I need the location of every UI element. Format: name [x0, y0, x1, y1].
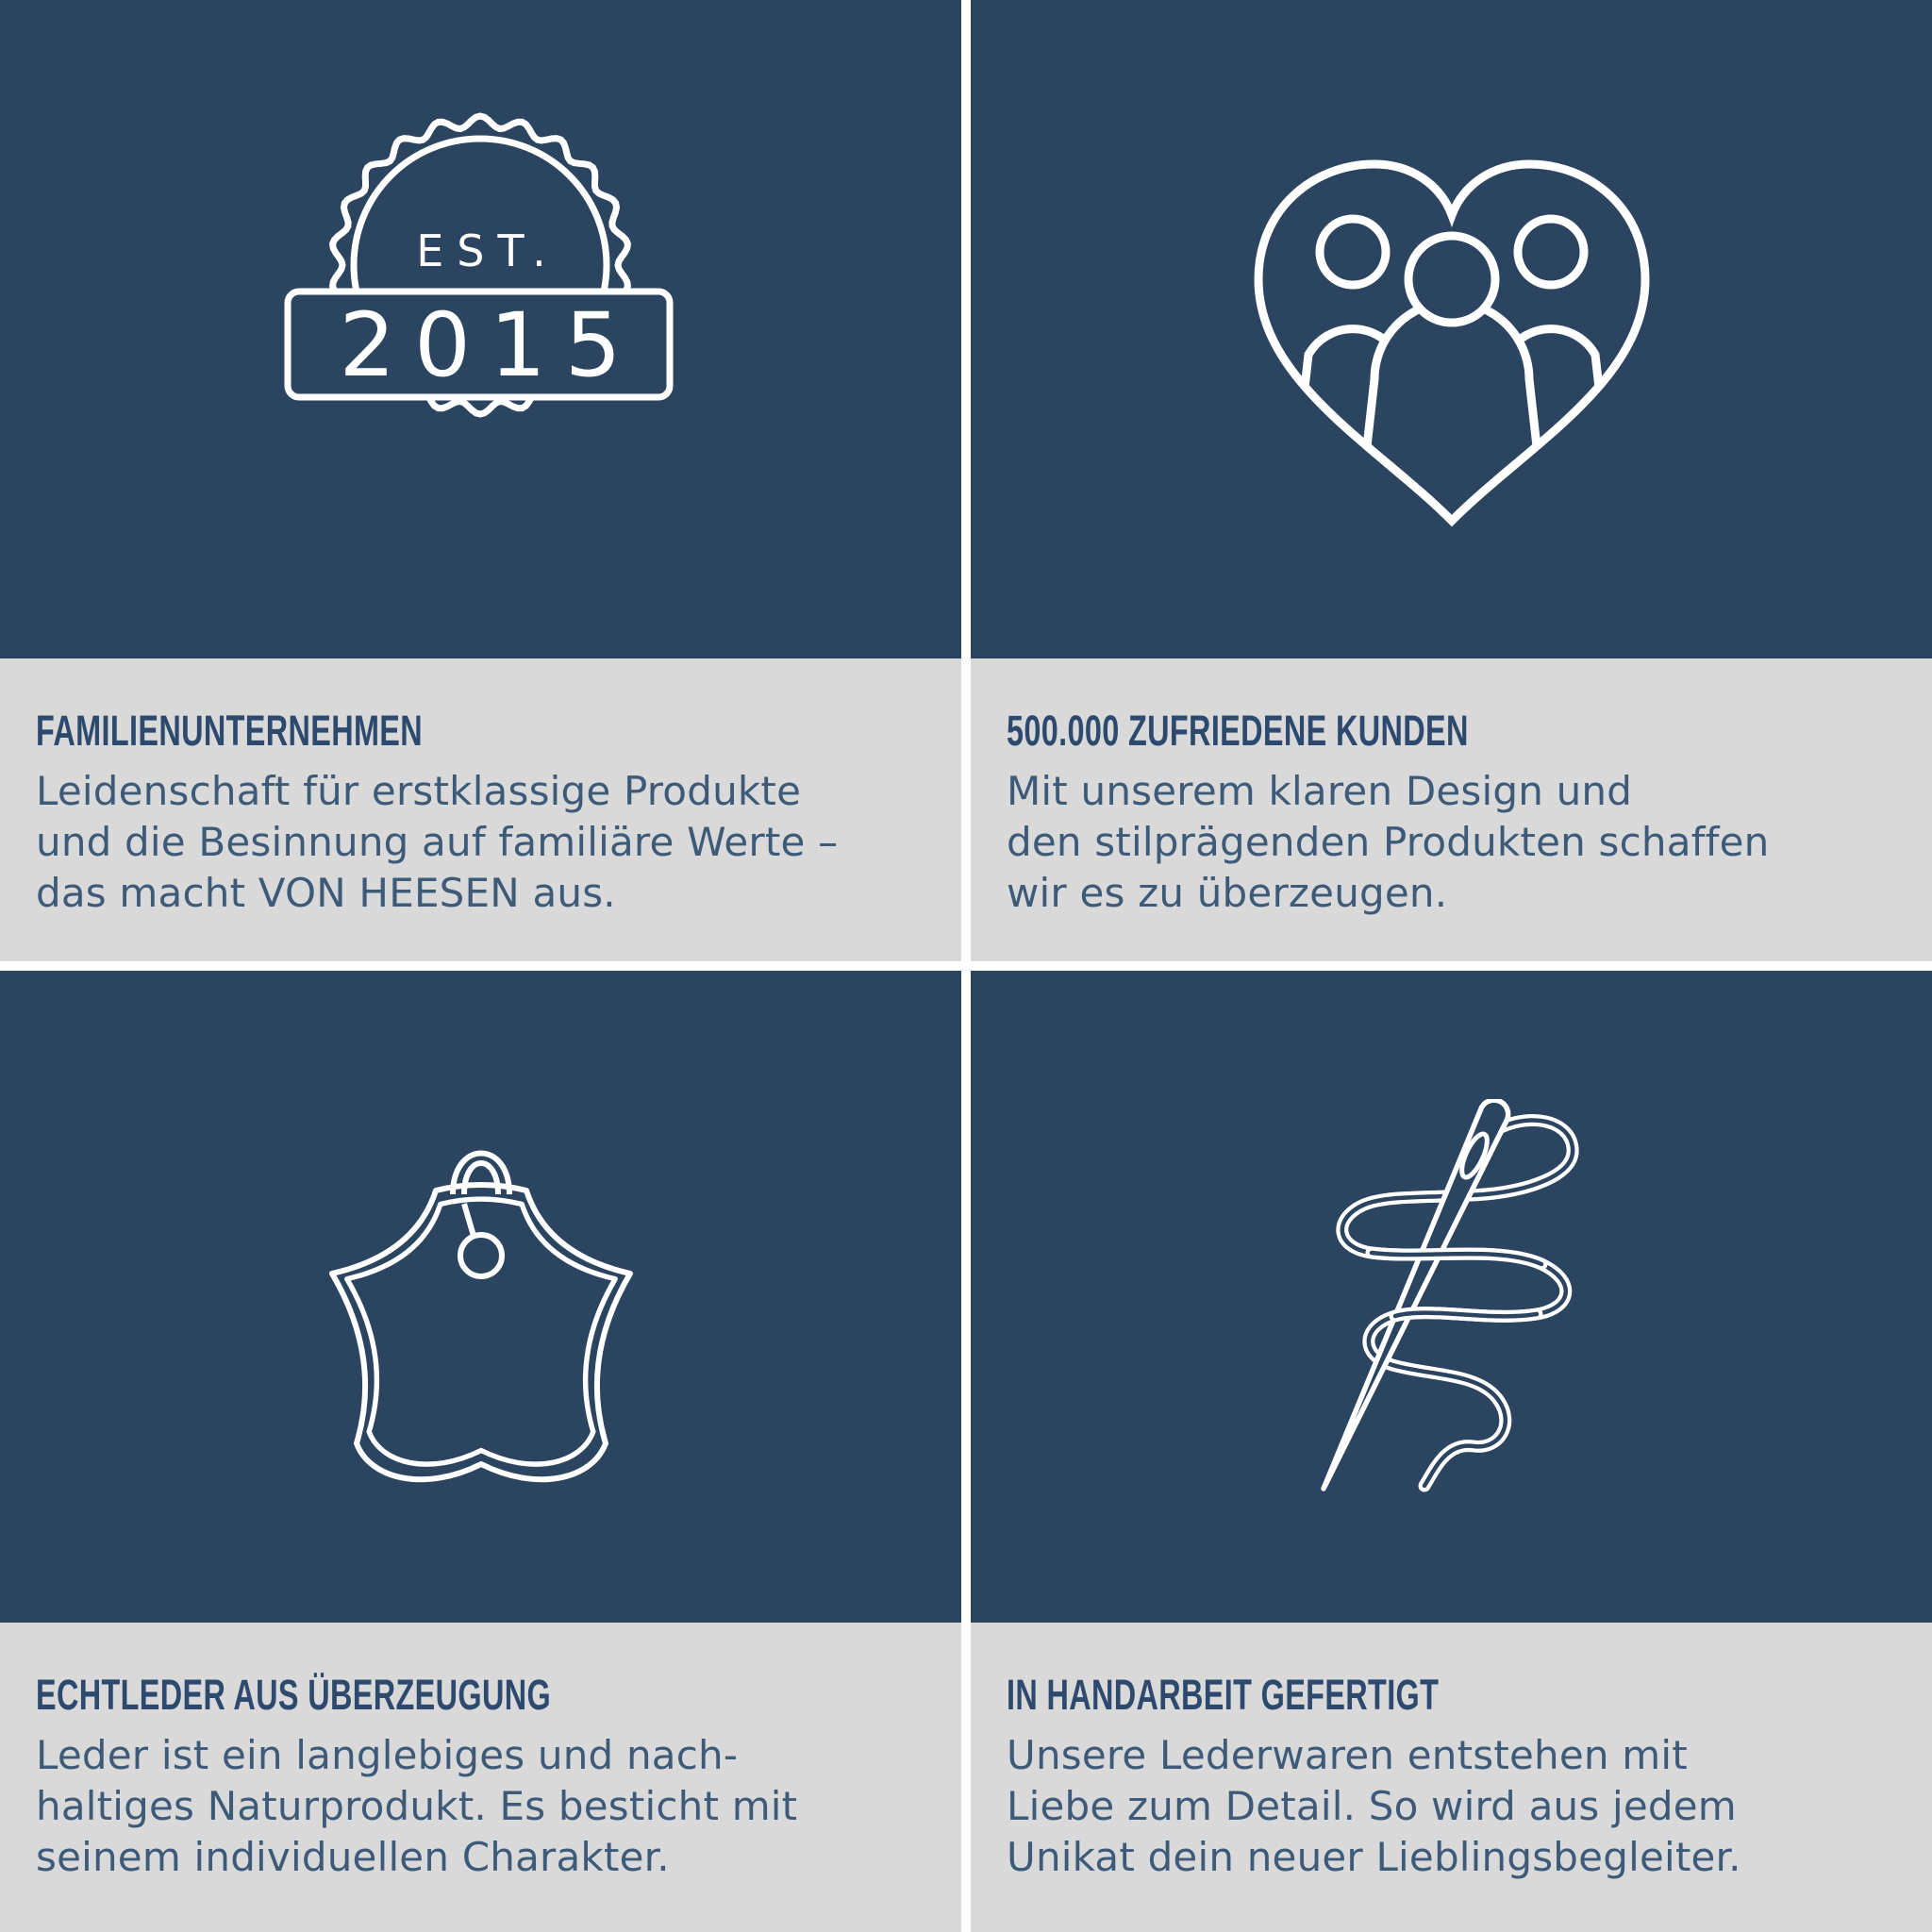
body-line: Liebe zum Detail. So wird aus jedem	[1007, 1783, 1737, 1829]
body-line: und die Besinnung auf familiäre Werte –	[36, 819, 839, 865]
panel-family-body	[36, 766, 939, 919]
panel-leather-text	[0, 1623, 961, 1932]
panel-handmade-text	[971, 1623, 1932, 1932]
body-line: Unsere Lederwaren entstehen mit	[1007, 1732, 1688, 1778]
panel-customers-body	[1007, 766, 1909, 919]
panel-family-text	[0, 658, 961, 961]
leather-hide-icon	[311, 1132, 651, 1509]
panel-customers	[971, 0, 1932, 961]
needle-thread-icon	[1306, 1099, 1598, 1495]
body-line: Leidenschaft für erstklassige Produkte	[36, 768, 802, 814]
panel-handmade-icon-area	[971, 971, 1932, 1623]
body-line: wir es zu überzeugen.	[1007, 870, 1448, 916]
est-2015-badge-icon	[278, 98, 684, 419]
body-line: Unikat dein neuer Lieblingsbegleiter.	[1007, 1834, 1741, 1880]
body-line: seinem individuellen Charakter.	[36, 1834, 670, 1880]
body-line: Mit unserem klaren Design und	[1007, 768, 1633, 814]
heart-family-icon	[1244, 155, 1659, 532]
panel-family-business	[0, 0, 961, 961]
panel-leather-body	[36, 1730, 939, 1883]
panel-customers-heading: 500.000 ZUFRIEDENE KUNDEN	[1007, 707, 1469, 755]
body-line: den stilprägenden Produkten schaffen	[1007, 819, 1770, 865]
panel-handmade-body	[1007, 1730, 1909, 1883]
panel-handmade	[971, 971, 1932, 1932]
panel-customers-icon-area	[971, 0, 1932, 658]
panel-family-heading: FAMILIENUNTERNEHMEN	[36, 707, 424, 755]
body-line: haltiges Naturprodukt. Es besticht mit	[36, 1783, 798, 1829]
badge-year-label: 2015	[338, 294, 641, 397]
panel-leather	[0, 971, 961, 1932]
body-line: Leder ist ein langlebiges und nach-	[36, 1732, 739, 1778]
panel-leather-heading: ECHTLEDER AUS ÜBERZEUGUNG	[36, 1671, 552, 1719]
badge-est-label: EST.	[415, 225, 559, 276]
panel-leather-icon-area	[0, 971, 961, 1623]
panel-handmade-heading: IN HANDARBEIT GEFERTIGT	[1007, 1671, 1440, 1719]
panel-family-icon-area	[0, 0, 961, 658]
panel-customers-text	[971, 658, 1932, 961]
body-line: das macht VON HEESEN aus.	[36, 870, 616, 916]
